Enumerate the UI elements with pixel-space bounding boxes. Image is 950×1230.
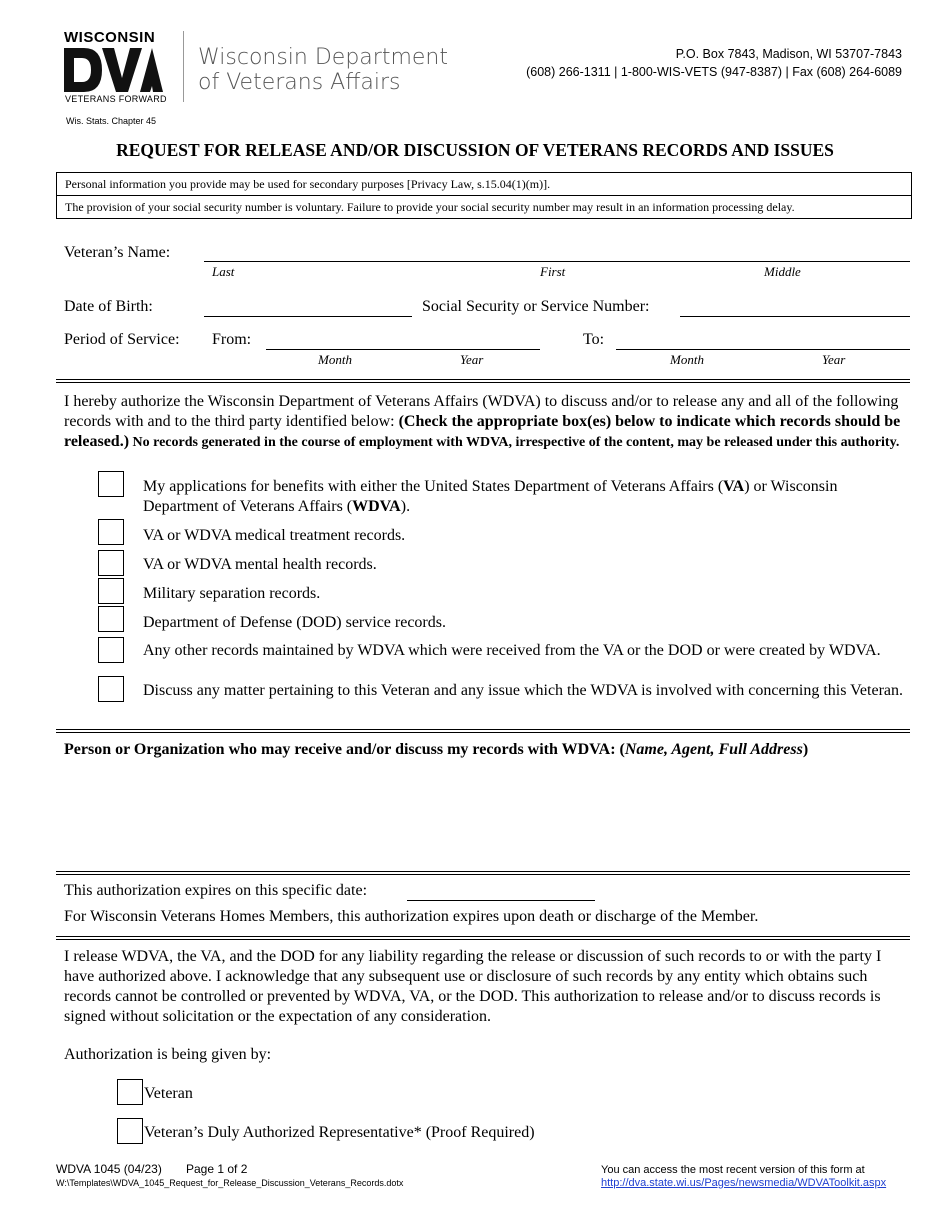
service-from-field[interactable] — [266, 349, 540, 350]
checkbox-separation-records[interactable] — [98, 578, 124, 604]
ssn-field[interactable] — [680, 316, 910, 317]
wdva-logo — [62, 46, 166, 94]
checkbox-dod-records[interactable] — [98, 606, 124, 632]
given-by-veteran: Veteran — [144, 1085, 193, 1102]
expiry-label: This authorization expires on this specific date: — [64, 882, 368, 899]
option-text: My applications for benefits with either the United States Department of Veterans Affairs ( — [143, 478, 724, 495]
form-id: WDVA 1045 (04/23) — [56, 1162, 162, 1176]
option-mental-health-records: VA or WDVA mental health records. — [143, 556, 377, 573]
form-title: REQUEST FOR RELEASE AND/OR DISCUSSION OF VETERANS RECORDS AND ISSUES — [116, 140, 834, 160]
to-month-caption: Month — [670, 352, 704, 367]
service-to-field[interactable] — [616, 349, 910, 350]
liability-release: I release WDVA, the VA, and the DOD for any liability regarding the release or discussion of such records to or with the party I have authorized above. I acknowledge that any subsequent use or disclosure of such records by any entity which obtains such records cannot be controlled or prevented by WDVA, VA, or the DOD. This authorization to release and/or to discuss records is signed without solicitation or the expectation of any consideration. — [64, 948, 882, 1025]
last-name-caption: Last — [212, 264, 235, 279]
option-medical-records: VA or WDVA medical treatment records. — [143, 527, 406, 544]
recipient-field[interactable] — [64, 766, 910, 866]
dob-field[interactable] — [204, 316, 412, 317]
wdva-abbr: WDVA — [352, 498, 401, 515]
access-note: You can access the most recent version of this form at — [601, 1164, 865, 1176]
ssn-notice: The provision of your social security number is voluntary. Failure to provide your social security number may result in an information processing delay. — [57, 195, 911, 218]
option-other-records: Any other records maintained by WDVA which were received from the VA or the DOD or were created by WDVA. — [143, 642, 881, 659]
department-name-line1: Wisconsin Department — [198, 45, 448, 70]
service-period-label: Period of Service: — [64, 331, 180, 348]
recipient-label-close: ) — [802, 741, 809, 758]
address-line: P.O. Box 7843, Madison, WI 53707-7843 — [675, 47, 902, 61]
veterans-homes-note: For Wisconsin Veterans Homes Members, this authorization expires upon death or discharge of the Member. — [64, 908, 759, 925]
section-divider — [56, 729, 910, 733]
privacy-notice: Personal information you provide may be used for secondary purposes [Privacy Law, s.15.04(1)(m)]. — [65, 177, 551, 191]
page-number: Page 1 of 2 — [186, 1162, 248, 1176]
template-path: W:\Templates\WDVA_1045_Request_for_Release_Discussion_Veterans_Records.dotx — [56, 1178, 404, 1188]
dob-label: Date of Birth: — [64, 298, 153, 315]
ssn-label: Social Security or Service Number: — [422, 298, 650, 315]
va-abbr: VA — [723, 478, 745, 495]
checkbox-discuss-matters[interactable] — [98, 676, 124, 702]
contact-address — [526, 45, 902, 81]
checkbox-representative[interactable] — [117, 1118, 143, 1144]
recipient-label — [64, 740, 910, 760]
from-year-caption: Year — [460, 352, 484, 367]
toolkit-link[interactable]: http://dva.state.wi.us/Pages/newsmedia/WDVAToolkit.aspx — [601, 1177, 887, 1189]
service-from-label: From: — [212, 331, 252, 348]
given-by-label: Authorization is being given by: — [64, 1046, 272, 1063]
first-name-caption: First — [540, 264, 566, 279]
authorization-intro: I hereby authorize the Wisconsin Department of Veterans Affairs (WDVA) to discuss and/or to release any and all of the following records with and to the third party identified below: — [64, 393, 899, 430]
privacy-notice-box — [56, 172, 912, 219]
veteran-name-field[interactable] — [204, 261, 910, 262]
middle-name-caption: Middle — [764, 264, 801, 279]
expiry-date-field[interactable] — [407, 900, 595, 901]
veteran-name-label: Veteran’s Name: — [64, 244, 171, 261]
statute-reference: Wis. Stats. Chapter 45 — [66, 116, 157, 126]
employment-records-exclusion: No records generated in the course of employment with WDVA, irrespective of the content, may be released under this authority. — [129, 435, 900, 450]
section-divider — [56, 936, 910, 940]
department-name — [198, 45, 448, 95]
phone-line: (608) 266-1311 | 1-800-WIS-VETS (947-8387) | Fax (608) 264-6089 — [526, 65, 902, 79]
option-text: ). — [400, 498, 411, 515]
checkbox-veteran[interactable] — [117, 1079, 143, 1105]
authorization-instruction: (Check the appropriate box(es) below to indicate which records should be released.) — [64, 413, 901, 450]
logo-divider — [183, 31, 184, 102]
logo-tagline: VETERANS FORWARD — [65, 94, 167, 104]
to-year-caption: Year — [822, 352, 846, 367]
checkbox-benefit-applications[interactable] — [98, 471, 124, 497]
given-by-representative: Veteran’s Duly Authorized Representative* (Proof Required) — [144, 1124, 535, 1141]
department-name-line2: of Veterans Affairs — [198, 70, 401, 95]
option-dod-records: Department of Defense (DOD) service records. — [143, 614, 446, 631]
option-benefit-applications — [143, 477, 913, 517]
service-to-label: To: — [583, 331, 605, 348]
option-text: ) or Wisconsin Department of Veterans Affairs ( — [143, 478, 838, 515]
section-divider — [56, 379, 910, 383]
option-discuss-matters: Discuss any matter pertaining to this Veteran and any issue which the WDVA is involved with concerning this Veteran. — [143, 682, 904, 699]
section-divider — [56, 871, 910, 875]
authorization-statement — [64, 392, 910, 453]
from-month-caption: Month — [318, 352, 352, 367]
recipient-label-text: Person or Organization who may receive and/or discuss my records with WDVA: ( — [64, 741, 625, 758]
logo-wordmark: WISCONSIN — [64, 29, 156, 46]
checkbox-mental-health-records[interactable] — [98, 550, 124, 576]
checkbox-other-records[interactable] — [98, 637, 124, 663]
recipient-hint: Name, Agent, Full Address — [624, 741, 803, 758]
option-separation-records: Military separation records. — [143, 585, 321, 602]
checkbox-medical-records[interactable] — [98, 519, 124, 545]
